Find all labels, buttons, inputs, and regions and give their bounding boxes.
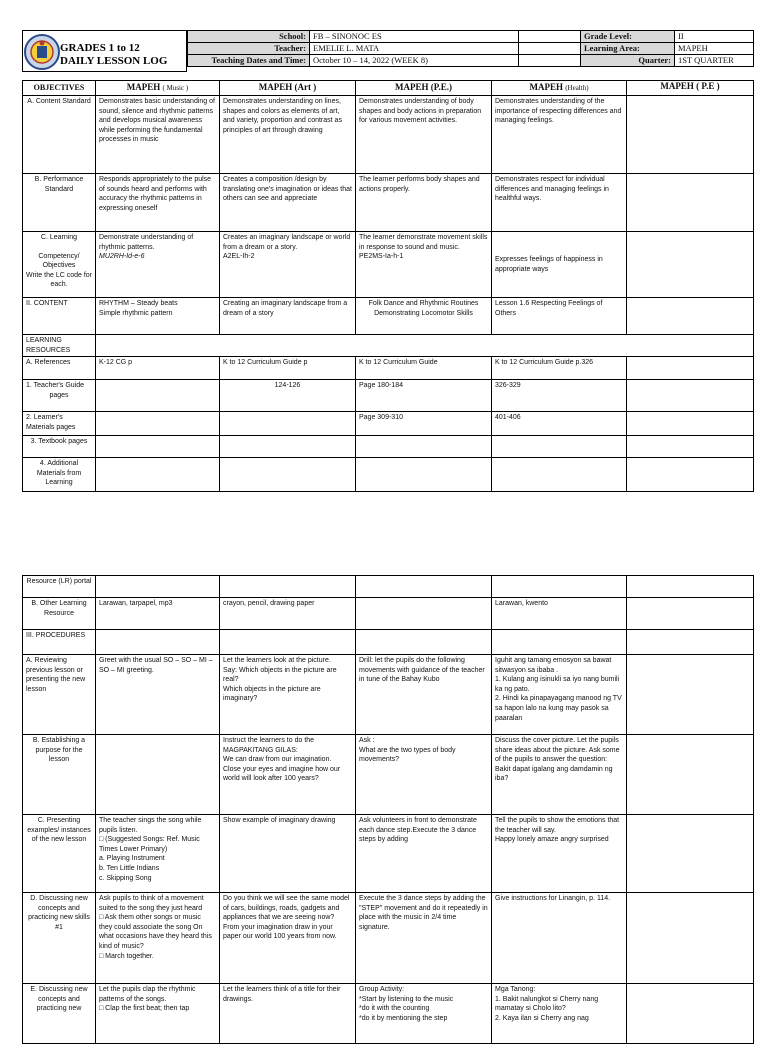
reviewing-head: A. Reviewing previous lesson or presenting the new lesson [23,655,96,735]
school-label: School: [188,31,310,43]
music-competency: Demonstrate understanding of rhythmic patterns. [99,234,194,251]
cell: Demonstrates basic understanding of sound, silence and rhythmic patterns and develops musical awareness while performing the fundamental processes in music [96,96,220,174]
cell [627,232,754,298]
tg-h1: 1. Teacher's Guide [26,382,85,390]
rb-art-2: We can draw from our imagination. [223,756,332,764]
cell [627,655,754,735]
cell: Demonstrates understanding of body shapes and body actions in preparation for various movement activities. [356,96,492,174]
cell: Ask volunteers in front to demonstrate each dance step.Execute the 3 dance steps by adding [356,815,492,893]
rb-pe-2: What are the two types of body movements? [359,746,456,764]
re-pe-4: *do it by mentioning the step [359,1014,448,1022]
rb-art-3: Close your eyes and imagine how our world will look after 100 years? [223,765,341,783]
cell [96,893,220,984]
cell: crayon, pencil, drawing paper [220,598,356,630]
cell [492,458,627,492]
cell [627,412,754,436]
cell [356,984,492,1044]
cell [356,436,492,458]
cell: Expresses feelings of happiness in appropriate ways [492,232,627,298]
cell [220,412,356,436]
cell: Folk Dance and Rhythmic Routines Demonstrating Locomotor Skills [356,298,492,335]
pe2-head: MAPEH ( P.E ) [627,81,754,96]
dll-table-top [22,80,754,492]
ra-health-3: 2. Hindi ka pinapayagang manood ng TV sa hapon lalo na kung may pasok sa paaralan [495,695,622,722]
cell [627,735,754,815]
ra-art-2: Say: Which objects in the picture are real? [223,666,337,684]
cell [96,232,220,298]
performance-standard-head: B. Performance Standard [23,174,96,232]
cell [627,598,754,630]
cell: K to 12 Curriculum Guide [356,357,492,380]
cell [96,298,220,335]
cell: K-12 CG p [96,357,220,380]
quarter-value: 1ST QUARTER [675,55,754,67]
rc-music-3: a. Playing Instrument [99,855,165,863]
title-line1: GRADES 1 to 12 [60,42,140,54]
music-content-1: RHYTHM – Steady beats [99,300,178,307]
rd-art-1: Do you think we will see the same model of cars, buildings, roads, gadgets and appliances that we are seeing now? [223,895,350,922]
area-value: MAPEH [675,43,754,55]
cell [356,630,492,655]
cell [220,232,356,298]
competency-head-3: Write the LC code for each. [26,271,93,289]
cell [96,380,220,412]
rc-health-2: Happy lonely amaze angry surprised [495,836,609,844]
cell: Execute the 3 dance steps by adding the "STEP" movement and do it repeatedly in place with the music in 2/4 time signature. [356,893,492,984]
cell [356,458,492,492]
cell: Lesson 1.6 Respecting Feelings of Others [492,298,627,335]
re-health-3: 2. Kaya ilan si Cherry ang nag [495,1014,589,1022]
quarter-label: Quarter: [581,55,675,67]
rc-health-1: Tell the pupils to show the emotions that the teacher will say. [495,817,620,834]
competency-head-1: C. Learning [40,234,78,241]
cell: The learner performs body shapes and actions properly. [356,174,492,232]
rd-music-1: Ask pupils to think of a movement suited to the song they just heard [99,895,204,912]
presenting-examples-head: C. Presenting examples/ instances of the new lesson [23,815,96,893]
cell [96,984,220,1044]
rc-music-1: The teacher sings the song while pupils listen. [99,817,202,834]
cell [492,576,627,598]
cell: Demonstrates understanding on lines, shapes and colors as elements of art, and variety, proportion and contrast as principles of art through drawing [220,96,356,174]
cell [96,412,220,436]
cell: Demonstrates understanding of the importance of respecting differences and managing feelings. [492,96,627,174]
cell: Page 180-184 [356,380,492,412]
tg-h2: pages [49,391,69,399]
cell: Let the learners think of a title for their drawings. [220,984,356,1044]
cell [220,458,356,492]
cell [220,735,356,815]
cell [492,630,627,655]
cell [492,815,627,893]
music-head-sub: ( Music ) [162,83,189,92]
dll-title [60,42,167,68]
cell [627,174,754,232]
re-music-2: □ Clap the first beat; then tap [99,1005,190,1013]
ra-art-1: Let the learners look at the picture. [223,657,331,664]
cell [492,984,627,1044]
cell [220,655,356,735]
cell [96,576,220,598]
cell: Greet with the usual SO – SO – MI – SO – MI greeting. [96,655,220,735]
cell: K to 12 Curriculum Guide p.326 [492,357,627,380]
spacer [519,55,581,67]
pe-code: PE2MS-Ia-h-1 [359,253,404,261]
other-resource-head: B. Other Learning Resource [23,598,96,630]
art-competency: Creates an imaginary landscape or world from a dream or a story. [223,234,351,251]
cell: Demonstrates respect for individual differences and managing feelings in healthful ways. [492,174,627,232]
re-pe-2: *Start by listening to the music [359,995,454,1003]
cell [96,815,220,893]
references-head: A. References [23,357,96,380]
cell [627,458,754,492]
cell: Drill: let the pupils do the following movements with guidance of the teacher in tune of the Bahay Kubo [356,655,492,735]
cell: Larawan, tarpapel, mp3 [96,598,220,630]
teacher-value: EMELIE L. MATA [310,43,519,55]
cell [627,893,754,984]
rc-music-5: c. Skipping Song [99,874,152,882]
cell [356,576,492,598]
objectives-head: OBJECTIVES [23,81,96,96]
rd-music-2: □ Ask them other songs or music they could associate the song On what occasions have they heard this kind of music? [99,914,212,950]
cell [356,232,492,298]
cell [627,380,754,412]
rc-music-2: □ (Suggested Songs: Ref. Music Times Lower Primary) [99,836,200,853]
music-content-2: Simple rhythmic pattern [99,309,173,317]
deped-seal-icon [22,32,62,72]
cell [220,576,356,598]
cell [627,436,754,458]
cell: Responds appropriately to the pulse of sounds heard and performs with accuracy the rhythmic patterns in expressing oneself [96,174,220,232]
content-standard-head: A. Content Standard [23,96,96,174]
cell: Give instructions for Linangin, p. 114. [492,893,627,984]
establishing-purpose-head: B. Establishing a purpose for the lesson [23,735,96,815]
pe-competency: The learner demonstrate movement skills in response to sound and music. [359,234,488,251]
content-head: II. CONTENT [23,298,96,335]
cell: 326-329 [492,380,627,412]
procedures-head: III. PROCEDURES [23,630,96,655]
cell [627,984,754,1044]
art-head: MAPEH (Art ) [220,81,356,96]
cell [627,630,754,655]
cell [492,655,627,735]
re-music-1: Let the pupils clap the rhythmic patterns of the songs. [99,986,196,1003]
re-health-1: Mga Tanong: [495,986,536,993]
cell [96,630,220,655]
cell [627,96,754,174]
discussing-2-head: E. Discussing new concepts and practicing new [23,984,96,1044]
rd-art-2: From your imagination draw in your paper our world 100 years from now. [223,923,337,941]
cell: Page 309-310 [356,412,492,436]
lr-portal-head: Resource (LR) portal [23,576,96,598]
cell [96,458,220,492]
health-head-sub: (Health) [565,83,589,92]
re-pe-1: Group Activity: [359,986,405,993]
cell [627,576,754,598]
grade-label: Grade Level: [581,31,675,43]
cell: 124-126 [220,380,356,412]
rb-pe-1: Ask : [359,737,375,744]
cell: K to 12 Curriculum Guide p [220,357,356,380]
dates-value: October 10 – 14, 2022 (WEEK 8) [310,55,519,67]
cell [220,893,356,984]
rc-music-4: b. Ten Little Indians [99,864,160,872]
cell [356,735,492,815]
cell [627,815,754,893]
rb-art-1: Instruct the learners to do the MAGPAKITANG GILAS: [223,737,315,754]
learners-materials-head: 2. Learner's Materials pages [23,412,96,436]
info-table [187,30,754,67]
music-code: MU2RH-Id-e-6 [99,253,145,261]
dates-label: Teaching Dates and Time: [188,55,310,67]
area-label: Learning Area: [581,43,675,55]
cell: Creates a composition /design by translating one's imagination or ideas that others can see and appreciate [220,174,356,232]
re-health-2: 1. Bakit nalungkot si Cherry nang mamatay si Cholo lito? [495,995,599,1013]
title-line2: DAILY LESSON LOG [60,55,168,67]
school-value: FB – SINONOC ES [310,31,519,43]
competency-head-2: Competency/ Objectives [38,252,80,270]
cell [627,357,754,380]
music-head [96,81,220,96]
spacer [519,43,581,55]
teachers-guide-head [23,380,96,412]
cell: Larawan, kwento [492,598,627,630]
re-pe-3: *do it with the counting [359,1005,430,1013]
teacher-label: Teacher: [188,43,310,55]
cell [627,298,754,335]
ra-art-3: Which objects in the picture are imaginary? [223,685,321,703]
ra-health-2: 1. Kulang ang isinukli sa iyo nang bumili ka ng pato. [495,676,620,693]
competency-head [23,232,96,298]
cell: Discuss the cover picture. Let the pupils share ideas about the picture. Ask some of the pupils to answer the question: Bakit dapat igalang ang damdamin ng iba? [492,735,627,815]
cell [220,630,356,655]
cell [492,436,627,458]
music-head-main: MAPEH [126,81,161,92]
additional-materials-head: 4. Additional Materials from Learning [23,458,96,492]
spacer [519,31,581,43]
cell: Creating an imaginary landscape from a dream of a story [220,298,356,335]
learning-resources-head: LEARNING RESOURCES [23,335,96,357]
grade-value: II [675,31,754,43]
health-head [492,81,627,96]
pe-head: MAPEH (P.E.) [356,81,492,96]
cell [356,598,492,630]
cell: Show example of imaginary drawing [220,815,356,893]
cell [220,436,356,458]
cell [96,735,220,815]
ra-health-1: Iguhit ang tamang emosyon sa bawat sitwasyon sa ibaba . [495,657,612,674]
textbook-head: 3. Textbook pages [23,436,96,458]
discussing-1-head: D. Discussing new concepts and practicing new skills #1 [23,893,96,984]
art-code: A2EL-Ih-2 [223,253,255,261]
health-head-main: MAPEH [529,81,563,92]
dll-table-bottom [22,575,754,1044]
cell [96,335,754,357]
rd-music-3: □ March together. [99,952,154,960]
cell: 401-406 [492,412,627,436]
cell [96,436,220,458]
